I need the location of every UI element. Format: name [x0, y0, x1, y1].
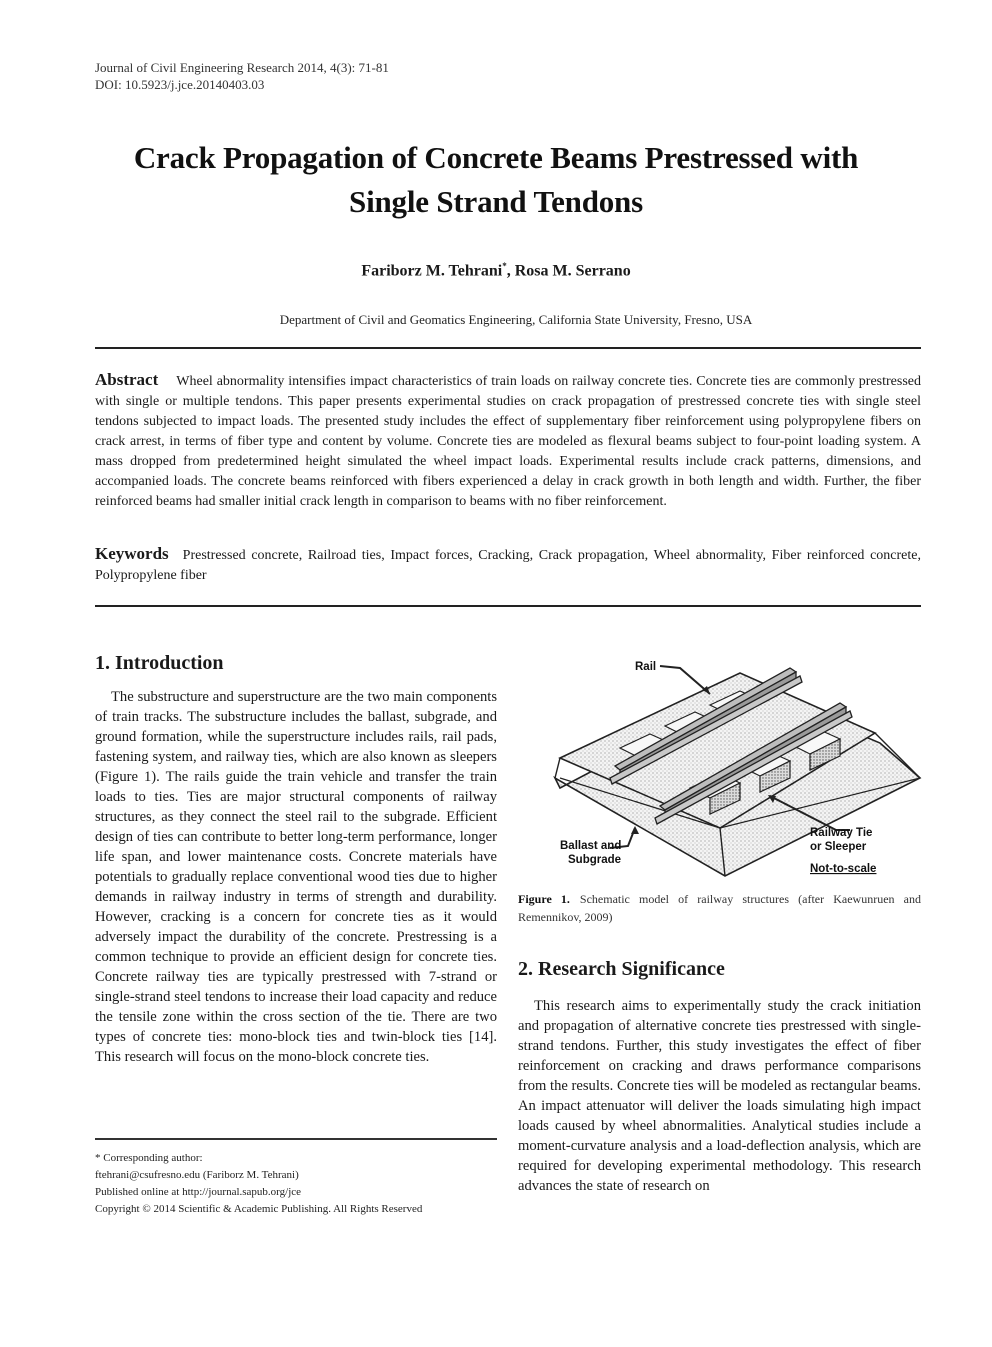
affiliation: Department of Civil and Geomatics Engineering, California State University, Fresno, USA: [279, 312, 753, 327]
introduction-body: The substructure and superstructure are the two main components of train tracks. The substructure includes the ballast, subgrade, and ground formation, while the superstructure includes rails, rail pads, fastening system, and railway ties, which are also known as sleepers (Figure 1). The rails guide the train vehicle and transfer the train loads to ties. Ties are major structural components of railway structures, as they connect the steel rail to the subgrade. Efficient design of ties can contribute to better long-term performance, longer life span, and lower maintenance costs. Concrete materials have potentials to gradually replace conventional wood ties due to higher demands in railway industry in terms of strength and durability. However, cracking is a concern for concrete ties as it would adversely impact the durability of the concrete. Prestressing is a common technique to provide an efficient design for concrete ties. Concrete railway ties are typically prestressed with 7-strand or single-strand steel tendons to increase their load capacity and reduce the tensile zone within the cross section of the tie. There are two types of concrete ties: mono-block ties and twin-block ties [14]. This research will focus on the mono-block concrete ties.: [95, 689, 497, 1065]
footnote-email[interactable]: ftehrani@csufresno.edu (Fariborz M. Tehrani): [95, 1169, 299, 1181]
section-introduction: [95, 652, 497, 1067]
label-ballast-2: Subgrade: [568, 854, 622, 866]
footnote-copyright: Copyright © 2014 Scientific & Academic Publishing. All Rights Reserved: [95, 1203, 423, 1215]
paper-title: [60, 136, 932, 224]
introduction-heading: 1. Introduction: [95, 652, 224, 674]
abstract-label: Abstract: [95, 370, 159, 389]
section-research-significance: [518, 958, 921, 1196]
title-line-1: Crack Propagation of Concrete Beams Prestressed with: [133, 140, 859, 175]
doi: DOI: 10.5923/j.jce.20140403.03: [95, 77, 265, 92]
author-2: Rosa M. Serrano: [514, 262, 631, 280]
figure-1-railway-schematic: [540, 648, 935, 880]
label-tie-2: or Sleeper: [810, 841, 867, 853]
author-1: Fariborz M. Tehrani: [361, 262, 503, 280]
divider-top: [95, 347, 921, 349]
footnote-corresponding: * Corresponding author:: [95, 1152, 203, 1164]
footnote-published[interactable]: Published online at http://journal.sapub.org/jce: [95, 1186, 302, 1198]
journal-citation: Journal of Civil Engineering Research 2014, 4(3): 71-81: [95, 60, 389, 75]
figure-1-caption: [518, 890, 921, 926]
corresponding-mark: *: [502, 261, 507, 271]
label-tie-1: Railway Tie: [810, 827, 873, 839]
abstract-text: Wheel abnormality intensifies impact characteristics of train loads on railway concrete ties. Concrete ties are commonly prestressed with single or multiple tendons. This paper presents experimental studies on crack propagation of prestressed concrete ties with single steel tendons subjected to impact loads. The presented study includes the effect of supplementary fiber reinforcement using polypropylene fibers on crack arrest, in terms of fiber type and content by volume. Concrete ties are modeled as flexural beams subject to four-point loading system. A mass dropped from predetermined height simulated the wheel impact loads. Experimental results include crack patterns, dimensions, and accompanied loads. The concrete beams reinforced with fibers experienced a delay in crack growth in both length and width. Further, the fiber reinforced beams had smaller initial crack length in comparison to beams with no fiber reinforcement.: [95, 374, 921, 509]
label-ballast-1: Ballast and: [560, 840, 622, 852]
figure-1-caption-text: Schematic model of railway structures (after Kaewunruen and Remennikov, 2009): [518, 892, 921, 924]
abstract: [95, 370, 921, 512]
label-not-to-scale: Not-to-scale: [810, 863, 877, 875]
footnotes: [95, 1150, 515, 1218]
author-separator: ,: [506, 262, 515, 280]
running-header: [95, 59, 389, 93]
keywords-label: Keywords: [95, 544, 169, 563]
title-line-2: Single Strand Tendons: [349, 184, 643, 219]
research-significance-heading: 2. Research Significance: [518, 958, 725, 980]
divider-bottom: [95, 605, 921, 607]
label-rail: Rail: [635, 661, 657, 673]
author-list: [60, 261, 932, 280]
footnote-divider: [95, 1138, 497, 1140]
railway-structure-illustration: [540, 648, 935, 880]
keywords-text: Prestressed concrete, Railroad ties, Impact forces, Cracking, Crack propagation, Wheel abnormality, Fiber reinforced concrete, Polypropylene fiber: [95, 548, 921, 583]
keywords: [95, 544, 921, 586]
figure-1-caption-label: Figure 1.: [518, 892, 570, 906]
research-significance-body: This research aims to experimentally study the crack initiation and propagation of alternative concrete ties prestressed with single-strand tendons. Further, this study investigates the effect of fiber reinforcement on cracking and draws performance comparisons from the results. Concrete ties will be modeled as rectangular beams. An impact attenuator will deliver the loads simulating high impact loads caused by wheel abnormalities. Analytical studies include a moment-curvature analysis and a load-deflection analysis, which are required for developing experimental methodology. This research advances the state of research on: [518, 998, 921, 1194]
